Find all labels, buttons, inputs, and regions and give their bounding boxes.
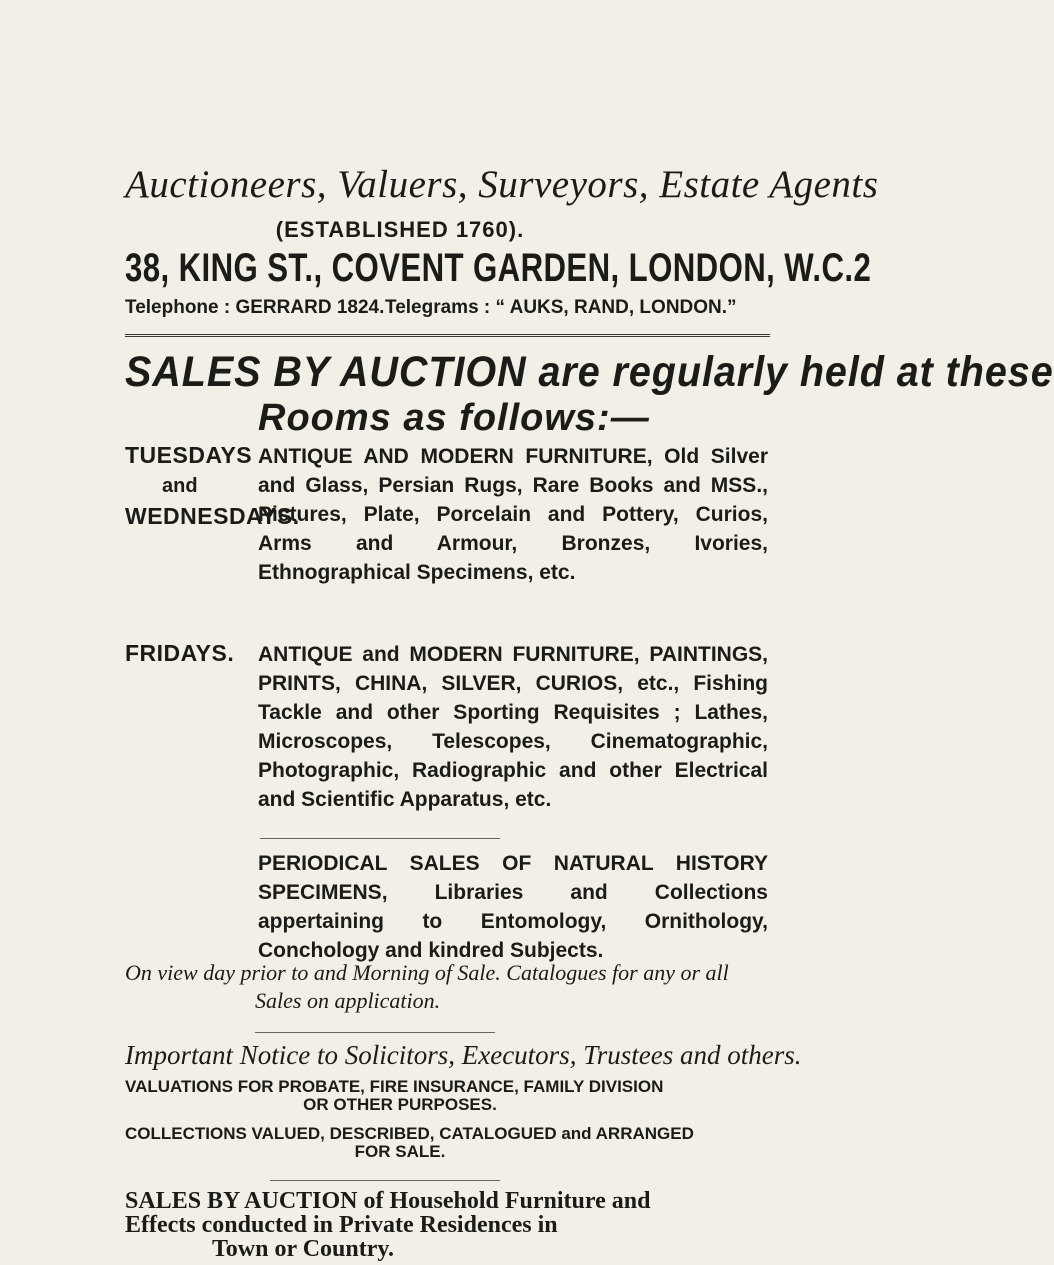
- important-notice-heading: Important Notice to Solicitors, Executors, Trustees and others.: [125, 1040, 802, 1070]
- telephone-text: Telephone : GERRARD 1824.: [125, 297, 385, 318]
- private-sales-line-1: SALES BY AUCTION of Household Furniture and: [125, 1188, 651, 1214]
- private-sales-line-3: Town or Country.: [212, 1236, 395, 1262]
- day-and: and: [162, 475, 198, 497]
- divider: [255, 1032, 495, 1033]
- trades-heading: Auctioneers, Valuers, Surveyors, Estate Agents: [125, 163, 879, 206]
- day-fridays: FRIDAYS.: [125, 640, 235, 666]
- on-view-line: On view day prior to and Morning of Sale. Catalogues for any or all: [125, 960, 729, 985]
- divider: [260, 838, 500, 839]
- sales-heading: SALES BY AUCTION are regularly held at these: [125, 348, 1054, 396]
- valuations-line-2: OR OTHER PURPOSES.: [303, 1095, 497, 1114]
- collections-line: COLLECTIONS VALUED, DESCRIBED, CATALOGUED and ARRANGED: [125, 1124, 694, 1143]
- telegrams-text: Telegrams : “ AUKS, RAND, LONDON.”: [385, 297, 737, 318]
- private-sales-line-2: Effects conducted in Private Residences in: [125, 1212, 558, 1238]
- valuations-line: VALUATIONS FOR PROBATE, FIRE INSURANCE, FAMILY DIVISION: [125, 1077, 664, 1096]
- on-view-line-2: Sales on application.: [255, 988, 441, 1013]
- collections-line-2: FOR SALE.: [354, 1142, 446, 1161]
- sales-subheading: Rooms as follows:—: [258, 397, 650, 439]
- goods-tuesdays: ANTIQUE AND MODERN FURNITURE, Old Silver and Glass, Persian Rugs, Rare Books and MSS., Pictures, Plate, Porcelain and Pottery, Curios, Arms and Armour, Bronzes, Ivories, Ethnographical Specimens, etc.: [258, 445, 768, 584]
- address-line: 38, KING ST., COVENT GARDEN, LONDON, W.C.2: [125, 246, 872, 290]
- divider: [270, 1180, 500, 1181]
- day-wednesdays: WEDNESDAYS.: [125, 503, 300, 529]
- day-tuesdays: TUESDAYS: [125, 442, 253, 468]
- periodical-sales-text: PERIODICAL SALES OF NATURAL HISTORY SPECIMENS, Libraries and Collections appertaining to Entomology, Ornithology, Conchology and kindred Subjects.: [258, 852, 768, 962]
- established-line: (ESTABLISHED 1760).: [275, 217, 525, 242]
- goods-fridays: ANTIQUE and MODERN FURNITURE, PAINTINGS, PRINTS, CHINA, SILVER, CURIOS, etc., Fishing Tackle and other Sporting Requisites ; Lathes, Microscopes, Telescopes, Cinematographic, Photographic, Radiographic and other Electrical and Scientific Apparatus, etc.: [258, 643, 768, 811]
